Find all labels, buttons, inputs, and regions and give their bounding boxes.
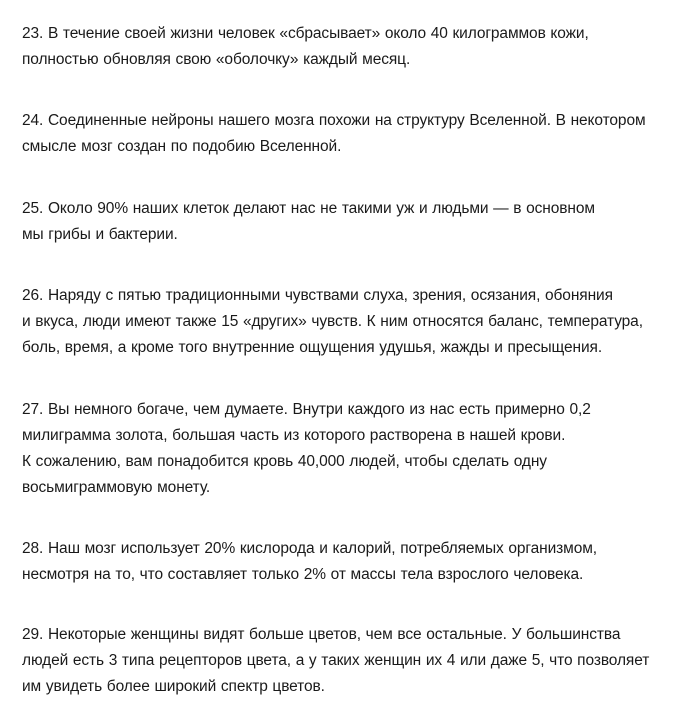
fact-26-line-2: и вкуса, люди имеют также 15 «других» чувств. К ним относятся баланс, температура, bbox=[22, 313, 643, 330]
fact-28-line-2: несмотря на то, что составляет только 2% от массы тела взрослого человека. bbox=[22, 566, 584, 583]
fact-29-line-1: 29. Некоторые женщины видят больше цветов, чем все остальные. У большинства bbox=[22, 626, 621, 643]
fact-25-line-1: 25. Около 90% наших клеток делают нас не такими уж и людьми — в основном bbox=[22, 200, 595, 217]
fact-24-paragraph bbox=[22, 108, 687, 160]
fact-28-line-1: 28. Наш мозг использует 20% кислорода и калорий, потребляемых организмом, bbox=[22, 540, 597, 557]
fact-25-paragraph bbox=[22, 196, 687, 248]
fact-25-line-2: мы грибы и бактерии. bbox=[22, 226, 178, 243]
fact-26-line-1: 26. Наряду с пятью традиционными чувствами слуха, зрения, осязания, обоняния bbox=[22, 287, 613, 304]
fact-27-line-2: милиграмма золота, большая часть из которого растворена в нашей крови. bbox=[22, 427, 566, 444]
fact-27-paragraph bbox=[22, 397, 687, 501]
fact-28-paragraph bbox=[22, 536, 687, 588]
fact-27-line-4: восьмиграммовую монету. bbox=[22, 479, 211, 496]
fact-29-line-3: им увидеть более широкий спектр цветов. bbox=[22, 678, 325, 695]
fact-27-line-3: К сожалению, вам понадобится кровь 40,000 людей, чтобы сделать одну bbox=[22, 453, 547, 470]
fact-27-line-1: 27. Вы немного богаче, чем думаете. Внутри каждого из нас есть примерно 0,2 bbox=[22, 401, 591, 418]
fact-26-paragraph bbox=[22, 283, 687, 361]
fact-29-paragraph bbox=[22, 622, 687, 700]
fact-23-line-2: полностью обновляя свою «оболочку» каждый месяц. bbox=[22, 51, 411, 68]
fact-23-paragraph bbox=[22, 21, 687, 73]
fact-29-line-2: людей есть 3 типа рецепторов цвета, а у таких женщин их 4 или даже 5, что позволяет bbox=[22, 652, 650, 669]
fact-26-line-3: боль, время, а кроме того внутренние ощущения удушья, жажды и пресыщения. bbox=[22, 339, 603, 356]
fact-24-line-1: 24. Соединенные нейроны нашего мозга похожи на структуру Вселенной. В некотором bbox=[22, 112, 646, 129]
fact-23-line-1: 23. В течение своей жизни человек «сбрасывает» около 40 килограммов кожи, bbox=[22, 25, 589, 42]
fact-24-line-2: смысле мозг создан по подобию Вселенной. bbox=[22, 138, 342, 155]
